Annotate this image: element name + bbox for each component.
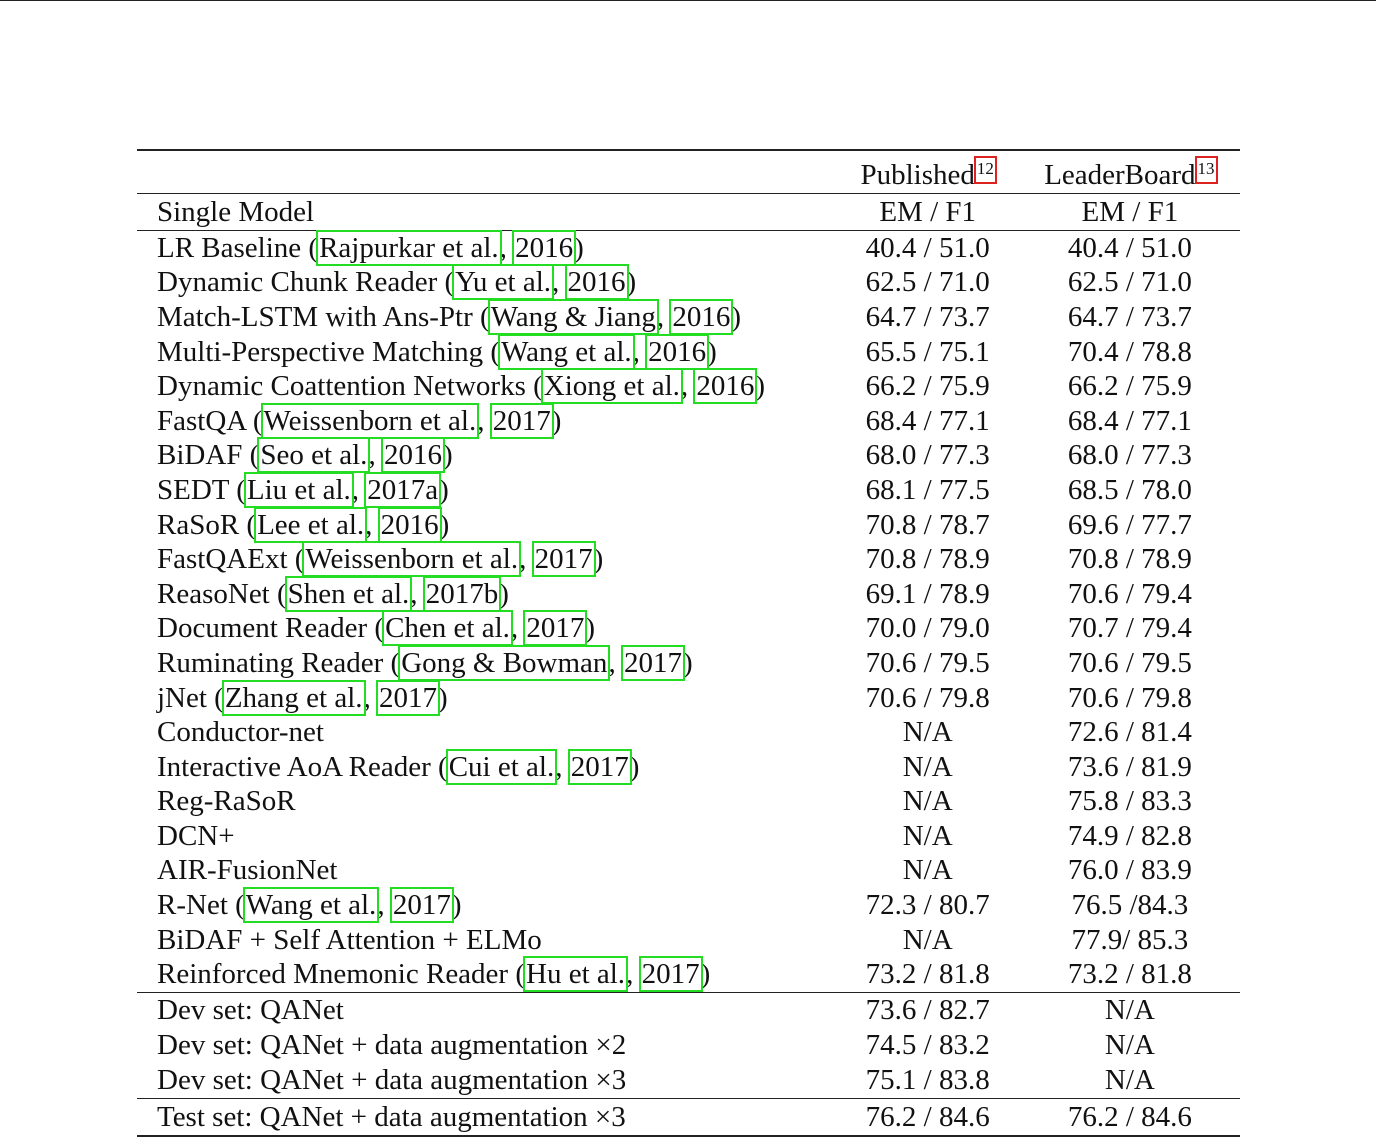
- citation-year-link[interactable]: 2016: [648, 335, 707, 368]
- test-model-name: Test set: QANet + data augmentation ×3: [157, 1100, 626, 1133]
- published-score: 64.7 / 73.7: [865, 300, 990, 333]
- citation-year-link[interactable]: 2017b: [425, 577, 499, 610]
- citation-author-link[interactable]: Shen et al.: [287, 577, 410, 610]
- citation-author-link[interactable]: Chen et al.: [385, 612, 510, 645]
- dev-published-score: 75.1 / 83.8: [865, 1064, 990, 1097]
- model-name: R-Net (: [157, 889, 245, 922]
- citation-close-paren: ): [626, 266, 637, 299]
- table-row: [137, 300, 1240, 335]
- table-row: [137, 715, 1240, 750]
- leaderboard-footnote-marker[interactable]: 13: [1197, 158, 1216, 182]
- model-name-cell: Ruminating Reader (Gong & Bowman, 2017): [157, 646, 693, 679]
- leaderboard-score: 72.6 / 81.4: [1067, 716, 1192, 749]
- leaderboard-score: 68.5 / 78.0: [1067, 473, 1192, 506]
- leaderboard-score: 69.6 / 77.7: [1067, 508, 1192, 541]
- citation-author-link[interactable]: Weissenborn et al.: [263, 404, 477, 437]
- table-row: [137, 404, 1240, 439]
- citation-year-link[interactable]: 2016: [672, 300, 731, 333]
- dev-model-name: Dev set: QANet + data augmentation ×2: [157, 1029, 627, 1062]
- leaderboard-score: 73.2 / 81.8: [1067, 958, 1192, 991]
- table-row: [137, 888, 1240, 923]
- dev-leaderboard-score: N/A: [1104, 1029, 1155, 1062]
- leaderboard-metric-header: EM / F1: [1081, 195, 1179, 228]
- published-score: 68.1 / 77.5: [865, 473, 990, 506]
- published-score: 72.3 / 80.7: [865, 889, 990, 922]
- dev-leaderboard-score: N/A: [1104, 1064, 1155, 1097]
- published-score: 70.8 / 78.7: [865, 508, 990, 541]
- leaderboard-header: [1020, 150, 1240, 194]
- dev-leaderboard-score: N/A: [1104, 994, 1155, 1027]
- test-leaderboard-score: 76.2 / 84.6: [1067, 1100, 1192, 1133]
- published-score: 73.2 / 81.8: [865, 958, 990, 991]
- model-name-cell: FastQAExt (Weissenborn et al., 2017): [157, 543, 604, 576]
- published-score: 70.8 / 78.9: [865, 543, 990, 576]
- published-score: N/A: [902, 716, 953, 749]
- citation-close-paren: ): [707, 335, 717, 368]
- table-row: [137, 819, 1240, 854]
- model-name: ReasoNet (: [157, 577, 287, 610]
- citation-year-link[interactable]: 2016: [567, 266, 626, 299]
- citation-year-link[interactable]: 2017: [641, 958, 700, 991]
- leaderboard-score: 62.5 / 71.0: [1067, 266, 1192, 299]
- citation-year-link[interactable]: 2016: [383, 439, 442, 472]
- citation-close-paren: ): [574, 231, 584, 264]
- dev-row: [137, 993, 1240, 1029]
- citation-year-link[interactable]: 2016: [515, 231, 574, 264]
- model-name-cell: Interactive AoA Reader (Cui et al., 2017): [157, 750, 640, 783]
- citation-year-link[interactable]: 2017: [534, 543, 593, 576]
- citation-author-link[interactable]: Liu et al.: [246, 473, 351, 506]
- model-name: SEDT (: [157, 473, 246, 506]
- model-name: Reinforced Mnemonic Reader (: [157, 958, 525, 991]
- leaderboard-score: 70.6 / 79.5: [1067, 646, 1192, 679]
- citation-author-link[interactable]: Seo et al.: [260, 439, 368, 472]
- table-row: [137, 612, 1240, 647]
- table-row: [137, 577, 1240, 612]
- published-score: 65.5 / 75.1: [865, 335, 990, 368]
- leaderboard-score: 68.4 / 77.1: [1067, 404, 1192, 437]
- model-name-cell: BiDAF (Seo et al., 2016): [157, 439, 453, 472]
- dev-row: [137, 1028, 1240, 1063]
- published-score: 40.4 / 51.0: [865, 231, 990, 264]
- citation-year-link[interactable]: 2017: [526, 612, 585, 645]
- model-name-cell: LR Baseline (Rajpurkar et al., 2016): [157, 231, 584, 264]
- citation-author-link[interactable]: Cui et al.: [448, 750, 555, 783]
- model-name-cell: [137, 715, 836, 750]
- model-name: BiDAF + Self Attention + ELMo: [157, 923, 542, 956]
- published-header: [836, 150, 1020, 194]
- model-name-cell: Document Reader (Chen et al., 2017): [157, 612, 596, 645]
- table-row: [137, 231, 1240, 266]
- citation-close-paren: ): [593, 543, 604, 576]
- model-name-cell: Match-LSTM with Ans-Ptr (Wang & Jiang, 2016): [157, 300, 742, 333]
- table-row: [137, 854, 1240, 889]
- leaderboard-score: 73.6 / 81.9: [1067, 750, 1192, 783]
- model-name: RaSoR (: [157, 508, 257, 541]
- table-row: [137, 266, 1240, 301]
- citation-author-link[interactable]: Wang & Jiang: [490, 300, 656, 333]
- model-name: jNet (: [157, 681, 224, 714]
- published-label: Published: [860, 159, 975, 191]
- citation-author-link[interactable]: Gong & Bowman: [401, 646, 608, 679]
- table-row: [137, 785, 1240, 820]
- model-name: FastQAExt (: [157, 543, 305, 576]
- dev-row: [137, 1063, 1240, 1099]
- citation-year-link[interactable]: 2016: [380, 508, 439, 541]
- citation-year-link[interactable]: 2016: [696, 370, 755, 403]
- citation-close-paren: ): [438, 681, 448, 714]
- citation-year-link[interactable]: 2017a: [367, 473, 439, 506]
- citation-close-paren: ): [755, 370, 766, 403]
- leaderboard-score: 70.4 / 78.8: [1067, 335, 1192, 368]
- citation-year-link[interactable]: 2017: [492, 404, 551, 437]
- model-name-cell: R-Net (Wang et al., 2017): [157, 889, 462, 922]
- citation-author-link[interactable]: Xiong et al.: [543, 370, 680, 403]
- header-row: [137, 150, 1240, 194]
- citation-close-paren: ): [439, 508, 450, 541]
- citation-author-link[interactable]: Hu et al.: [526, 958, 626, 991]
- leaderboard-score: 64.7 / 73.7: [1067, 300, 1192, 333]
- leaderboard-score: 75.8 / 83.3: [1067, 785, 1192, 818]
- results-table: [137, 149, 1240, 1137]
- model-name-cell: [137, 923, 836, 958]
- model-name-cell: [137, 785, 836, 820]
- leaderboard-score: 40.4 / 51.0: [1067, 231, 1192, 264]
- test-row: [137, 1099, 1240, 1137]
- citation-year-link[interactable]: 2017: [379, 681, 438, 714]
- model-name-cell: FastQA (Weissenborn et al., 2017): [157, 404, 562, 437]
- table-row: [137, 369, 1240, 404]
- model-column-header: Single Model: [157, 195, 315, 228]
- model-name: Conductor-net: [157, 716, 324, 749]
- model-name-cell: Multi-Perspective Matching (Wang et al., 2016): [157, 335, 717, 368]
- model-name: AIR-FusionNet: [157, 854, 338, 887]
- published-score: 69.1 / 78.9: [865, 577, 990, 610]
- model-name: Ruminating Reader (: [157, 646, 401, 679]
- model-name: Document Reader (: [157, 612, 385, 645]
- citation-close-paren: ): [439, 473, 449, 506]
- dev-published-score: 74.5 / 83.2: [865, 1029, 990, 1062]
- table-row: [137, 439, 1240, 474]
- model-name: DCN+: [157, 819, 235, 852]
- leaderboard-score: 70.6 / 79.4: [1067, 577, 1192, 610]
- model-name: BiDAF (: [157, 439, 260, 472]
- citation-close-paren: ): [700, 958, 711, 991]
- citation-author-link[interactable]: Lee et al.: [257, 508, 365, 541]
- citation-close-paren: ): [551, 404, 562, 437]
- published-score: 70.6 / 79.5: [865, 646, 990, 679]
- citation-close-paren: ): [629, 750, 640, 783]
- published-score: N/A: [902, 854, 953, 887]
- published-score: 68.4 / 77.1: [865, 404, 990, 437]
- citation-close-paren: ): [682, 646, 693, 679]
- citation-year-link[interactable]: 2017: [623, 646, 682, 679]
- model-name: Multi-Perspective Matching (: [157, 335, 501, 368]
- model-name-cell: [137, 854, 836, 889]
- page-top-rule: [0, 0, 1376, 1]
- citation-author-link[interactable]: Rajpurkar et al.: [319, 231, 499, 264]
- model-name: Dynamic Coattention Networks (: [157, 370, 543, 403]
- citation-close-paren: ): [499, 577, 509, 610]
- leaderboard-score: 74.9 / 82.8: [1067, 819, 1192, 852]
- model-name-cell: Reinforced Mnemonic Reader (Hu et al., 2017): [157, 958, 711, 991]
- leaderboard-score: 66.2 / 75.9: [1067, 370, 1192, 403]
- citation-author-link[interactable]: Wang et al.: [245, 889, 377, 922]
- published-score: N/A: [902, 750, 953, 783]
- citation-author-link[interactable]: Yu et al.: [455, 266, 552, 299]
- citation-close-paren: ): [442, 439, 453, 472]
- table-row: [137, 646, 1240, 681]
- model-name-cell: [137, 819, 836, 854]
- table-row: [137, 957, 1240, 992]
- model-name: Dynamic Chunk Reader (: [157, 266, 455, 299]
- citation-author-link[interactable]: Weissenborn et al.: [305, 543, 519, 576]
- model-name: FastQA (: [157, 404, 263, 437]
- table-row: [137, 542, 1240, 577]
- model-name: Reg-RaSoR: [157, 785, 296, 818]
- model-name-cell: RaSoR (Lee et al., 2016): [157, 508, 450, 541]
- published-score: 66.2 / 75.9: [865, 370, 990, 403]
- table-row: [137, 750, 1240, 785]
- model-name-cell: Dynamic Coattention Networks (Xiong et al., 2016): [157, 370, 766, 403]
- leaderboard-score: 70.6 / 79.8: [1067, 681, 1192, 714]
- published-score: 70.0 / 79.0: [865, 612, 990, 645]
- citation-year-link[interactable]: 2017: [570, 750, 629, 783]
- model-name-cell: SEDT (Liu et al., 2017a): [157, 473, 449, 506]
- header-blank-cell: [137, 150, 836, 194]
- leaderboard-label: LeaderBoard: [1044, 159, 1196, 191]
- leaderboard-score: 76.5 /84.3: [1071, 889, 1189, 922]
- model-name-cell: Dynamic Chunk Reader (Yu et al., 2016): [157, 266, 637, 299]
- citation-close-paren: ): [451, 889, 462, 922]
- citation-author-link[interactable]: Zhang et al.: [224, 681, 363, 714]
- table-row: [137, 681, 1240, 716]
- table-row: [137, 508, 1240, 543]
- dev-model-name: Dev set: QANet: [157, 994, 344, 1027]
- published-score: 68.0 / 77.3: [865, 439, 990, 472]
- leaderboard-score: 70.7 / 79.4: [1067, 612, 1192, 645]
- published-score: N/A: [902, 785, 953, 818]
- subheader-row: [137, 194, 1240, 231]
- published-score: N/A: [902, 819, 953, 852]
- dev-published-score: 73.6 / 82.7: [865, 994, 990, 1027]
- test-published-score: 76.2 / 84.6: [865, 1100, 990, 1133]
- results-table-body: [137, 150, 1240, 1136]
- citation-close-paren: ): [731, 300, 742, 333]
- citation-author-link[interactable]: Wang et al.: [501, 335, 632, 368]
- published-score: 70.6 / 79.8: [865, 681, 990, 714]
- table-row: [137, 335, 1240, 370]
- model-name-cell: ReasoNet (Shen et al., 2017b): [157, 577, 509, 610]
- model-name: Interactive AoA Reader (: [157, 750, 448, 783]
- model-name: Match-LSTM with Ans-Ptr (: [157, 300, 490, 333]
- published-score: N/A: [902, 923, 953, 956]
- citation-year-link[interactable]: 2017: [392, 889, 451, 922]
- table-row: [137, 923, 1240, 958]
- leaderboard-score: 77.9/ 85.3: [1071, 923, 1189, 956]
- model-name: LR Baseline (: [157, 231, 319, 264]
- published-score: 62.5 / 71.0: [865, 266, 990, 299]
- dev-model-name: Dev set: QANet + data augmentation ×3: [157, 1064, 627, 1097]
- leaderboard-score: 70.8 / 78.9: [1067, 543, 1192, 576]
- published-metric-header: EM / F1: [879, 195, 977, 228]
- leaderboard-score: 68.0 / 77.3: [1067, 439, 1192, 472]
- published-footnote-marker[interactable]: 12: [976, 158, 995, 182]
- model-name-cell: jNet (Zhang et al., 2017): [157, 681, 448, 714]
- leaderboard-score: 76.0 / 83.9: [1067, 854, 1192, 887]
- citation-close-paren: ): [585, 612, 596, 645]
- table-row: [137, 473, 1240, 508]
